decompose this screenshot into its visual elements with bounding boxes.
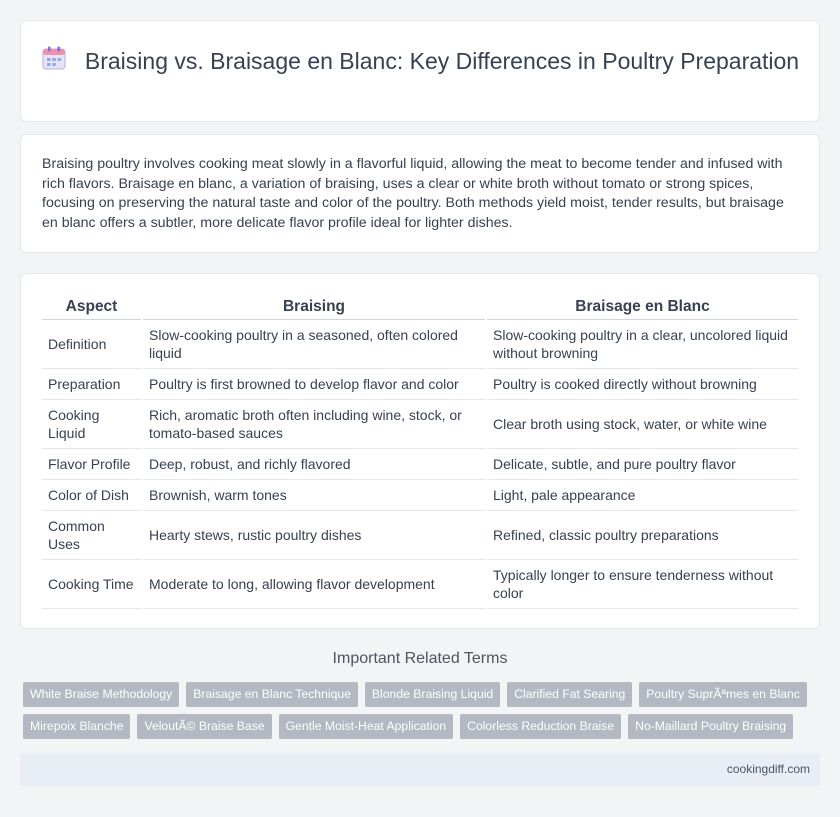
row-braisage-en-blanc: Delicate, subtle, and pure poultry flavor [486, 448, 798, 479]
related-term-tag[interactable]: No-Maillard Poultry Braising [628, 714, 793, 739]
row-braising: Rich, aromatic broth often including wine, stock, or tomato-based sauces [142, 399, 486, 448]
tag-row [23, 682, 823, 707]
row-braising: Moderate to long, allowing flavor development [142, 559, 486, 608]
table-row [42, 510, 798, 559]
related-terms-tags [23, 682, 823, 746]
related-term-tag[interactable]: Colorless Reduction Braise [460, 714, 621, 739]
intro-paragraph: Braising poultry involves cooking meat slowly in a flavorful liquid, allowing the meat to become tender and infused with rich flavors. Braisage en blanc, a variation of braising, uses a clear or white broth without tomato or strong spices, focusing on preserving the natural taste and color of the poultry. Both methods yield moist, tender results, but braisage en blanc offers a subtler, more delicate flavor profile ideal for lighter dishes. [42, 156, 784, 231]
row-aspect: Definition [42, 319, 142, 368]
header-aspect: Aspect [42, 295, 142, 319]
related-term-tag[interactable]: Gentle Moist-Heat Application [279, 714, 454, 739]
row-aspect: Cooking Liquid [42, 399, 142, 448]
table-row [42, 319, 798, 368]
row-braisage-en-blanc: Refined, classic poultry preparations [486, 510, 798, 559]
related-term-tag[interactable]: White Braise Methodology [23, 682, 179, 707]
comparison-table [42, 295, 798, 609]
row-braisage-en-blanc: Light, pale appearance [486, 479, 798, 510]
comparison-card [20, 273, 820, 629]
row-braisage-en-blanc: Poultry is cooked directly without browning [486, 368, 798, 399]
row-aspect: Common Uses [42, 510, 142, 559]
calendar-icon [41, 45, 67, 71]
header-braisage-en-blanc: Braisage en Blanc [486, 295, 798, 319]
row-braisage-en-blanc: Typically longer to ensure tenderness without color [486, 559, 798, 608]
table-row [42, 448, 798, 479]
related-term-tag[interactable]: Poultry SuprÃªmes en Blanc [639, 682, 807, 707]
row-braising: Poultry is first browned to develop flavor and color [142, 368, 486, 399]
row-braising: Hearty stews, rustic poultry dishes [142, 510, 486, 559]
header-braising: Braising [142, 295, 486, 319]
related-term-tag[interactable]: Blonde Braising Liquid [365, 682, 500, 707]
row-aspect: Preparation [42, 368, 142, 399]
table-row [42, 559, 798, 608]
footer [20, 753, 820, 786]
title-card [20, 20, 820, 122]
related-term-tag[interactable]: VeloutÃ© Braise Base [137, 714, 271, 739]
row-aspect: Flavor Profile [42, 448, 142, 479]
table-header-row [42, 295, 798, 319]
table-row [42, 479, 798, 510]
intro-card [20, 134, 820, 253]
row-braising: Deep, robust, and richly flavored [142, 448, 486, 479]
footer-site-link[interactable]: cookingdiff.com [726, 762, 810, 776]
page-title-wrap [21, 45, 819, 76]
row-aspect: Cooking Time [42, 559, 142, 608]
related-term-tag[interactable]: Clarified Fat Searing [507, 682, 632, 707]
row-aspect: Color of Dish [42, 479, 142, 510]
related-terms-title: Important Related Terms [332, 650, 508, 667]
related-term-tag[interactable]: Mirepoix Blanche [23, 714, 130, 739]
page-title: Braising vs. Braisage en Blanc: Key Differences in Poultry Preparation [84, 48, 800, 74]
row-braising: Brownish, warm tones [142, 479, 486, 510]
row-braisage-en-blanc: Slow-cooking poultry in a clear, uncolored liquid without browning [486, 319, 798, 368]
table-row [42, 368, 798, 399]
table-row [42, 399, 798, 448]
tag-row [23, 714, 823, 739]
row-braisage-en-blanc: Clear broth using stock, water, or white wine [486, 399, 798, 448]
related-term-tag[interactable]: Braisage en Blanc Technique [186, 682, 358, 707]
row-braising: Slow-cooking poultry in a seasoned, often colored liquid [142, 319, 486, 368]
